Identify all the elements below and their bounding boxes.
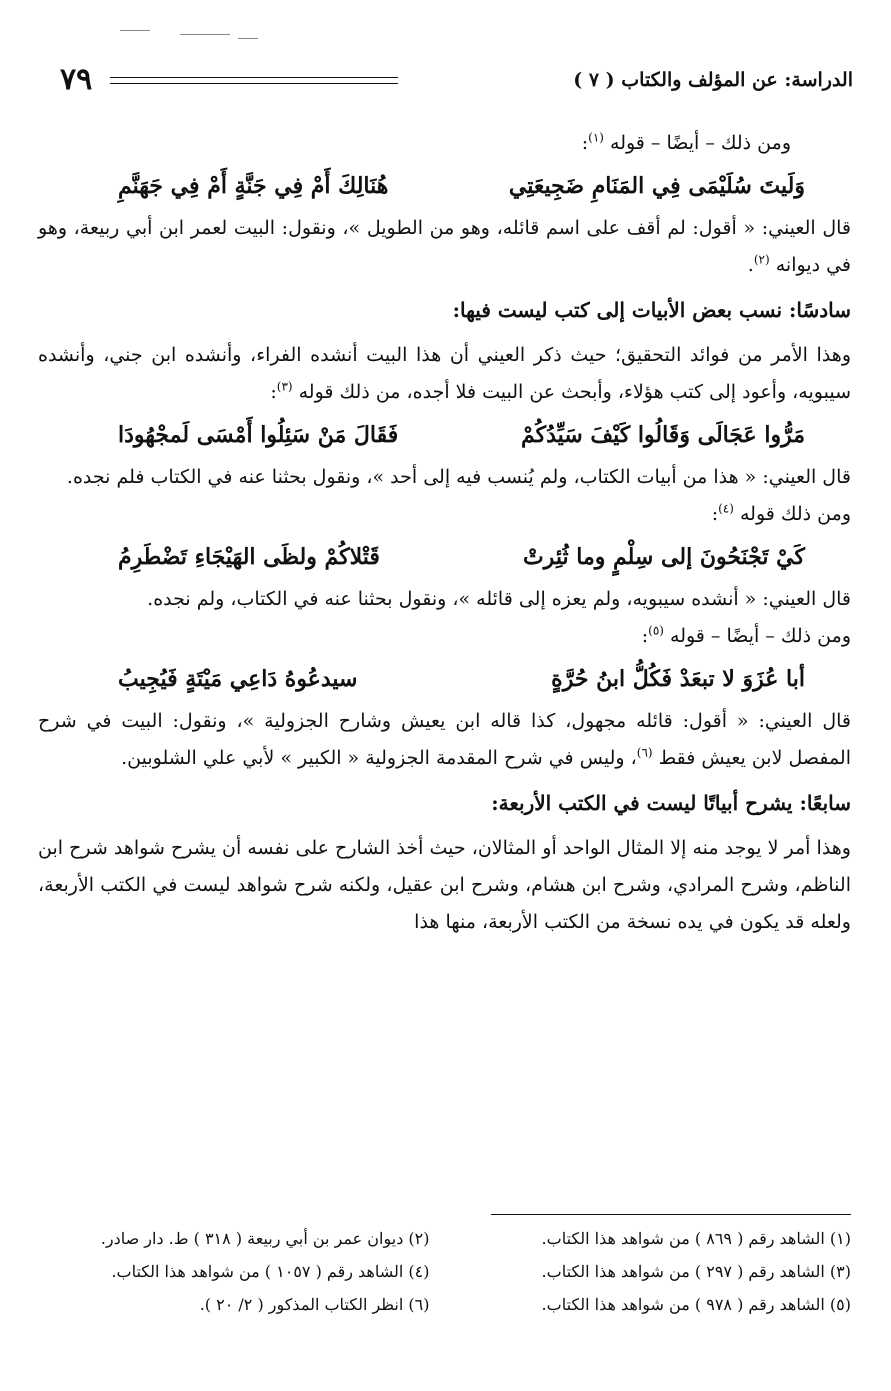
punctuation: : [270, 381, 277, 403]
footnote-ref: (٥) [648, 623, 664, 638]
verse-second-hemistich: هُنَالِكَ أَمْ فِي جَنَّةٍ أَمْ فِي جَهَنَّمِ [118, 173, 389, 199]
verse-first-hemistich: مَرُّوا عَجَالَى وَقَالُوا كَيْفَ سَيِّدُكُمْ [520, 422, 805, 448]
verse-intro [38, 618, 851, 655]
footnote-ref: (٦) [636, 745, 653, 760]
verse-first-hemistich: أبا عُزَوَ لا تبعَدْ فَكُلُّ ابنُ حُرَّةٍ [551, 666, 805, 692]
paragraph-text: ، وليس في شرح المقدمة الجزولية « الكبير » لأبي علي الشلوبين. [121, 747, 637, 769]
section-heading: سابعًا: يشرح أبياتًا ليست في الكتب الأربعة: [491, 791, 851, 815]
scan-artifact [120, 22, 260, 42]
paragraph [38, 210, 851, 284]
footnote: (١) الشاهد رقم ( ٨٦٩ ) من شواهد هذا الكتاب. [541, 1229, 851, 1248]
verse-second-hemistich: قَتْلاكُمْ ولظَى الهَيْجَاءِ تَضْطَرِمُ [118, 544, 380, 570]
paragraph [38, 703, 851, 777]
poetry-verse [38, 655, 851, 703]
footnote: (٣) الشاهد رقم ( ٢٩٧ ) من شواهد هذا الكتاب. [541, 1262, 851, 1281]
footnote-ref: (٢) [753, 252, 770, 267]
verse-intro-text: ومن ذلك – أيضًا – قوله [670, 625, 851, 647]
punctuation: . [747, 254, 754, 276]
footnote: (٢) ديوان عمر بن أبي ربيعة ( ٣١٨ ) ط. دار صادر. [100, 1229, 430, 1248]
page-number: ٧٩ [60, 62, 93, 97]
running-title: الدراسة: عن المؤلف والكتاب ( ٧ ) [573, 69, 853, 91]
paragraph-text: قال العيني: « أقول: لم أقف على اسم قائله، وهو من الطويل »، ونقول: البيت لعمر ابن أبي ربيعة، وهو في ديوانه [38, 217, 851, 276]
paragraph [38, 337, 851, 411]
poetry-verse [38, 162, 851, 210]
verse-intro-text: ومن ذلك – أيضًا – قوله [610, 132, 791, 154]
punctuation: : [711, 503, 719, 525]
paragraph: قال العيني: « أنشده سيبويه، ولم يعزه إلى قائله »، ونقول بحثنا عنه في الكتاب، ولم نجده. [147, 588, 851, 610]
verse-first-hemistich: كَيْ تَجْنَحُونَ إلى سِلْمٍ وما ثُئِرتْ [522, 544, 805, 570]
paragraph-text: قال العيني: « أقول: قائله مجهول، كذا قاله ابن يعيش وشارح الجزولية »، ونقول: البيت في شرح المفصل لابن يعيش فقط [38, 710, 851, 769]
footnotes [38, 1222, 851, 1321]
footnote-separator [491, 1214, 851, 1215]
footnote-ref: (٣) [276, 379, 293, 394]
paragraph-text: وهذا الأمر من فوائد التحقيق؛ حيث ذكر العيني أن هذا البيت أنشده الفراء، وأنشده ابن جني، وأنشده سيبويه، وأعود إلى كتب هؤلاء، وأبحث عن البيت فلا أجده، من ذلك قوله [38, 344, 851, 403]
paragraph: قال العيني: « هذا من أبيات الكتاب، ولم يُنسب فيه إلى أحد »، ونقول بحثنا عنه في الكتاب فلم نجده. [66, 466, 851, 488]
punctuation: : [641, 625, 649, 647]
footnote: (٥) الشاهد رقم ( ٩٧٨ ) من شواهد هذا الكتاب. [541, 1295, 851, 1314]
page-header [60, 60, 853, 100]
footnote-ref: (٤) [718, 501, 734, 516]
punctuation: : [581, 132, 589, 154]
verse-intro [38, 125, 851, 162]
poetry-verse [38, 411, 851, 459]
poetry-verse [38, 533, 851, 581]
verse-intro [38, 496, 851, 533]
verse-intro-text: ومن ذلك قوله [739, 503, 851, 525]
header-rule [110, 77, 398, 84]
verse-second-hemistich: فَقَالَ مَنْ سَئِلُوا أَمْسَى لَمجْهُودَا [118, 422, 399, 448]
footnote: (٦) انظر الكتاب المذكور ( ٢/ ٢٠ ). [199, 1295, 430, 1314]
verse-second-hemistich: سيدعُوهُ دَاعِي مَيْتَةٍ فَيُجِيبُ [118, 666, 358, 692]
page-body [38, 125, 851, 941]
section-heading: سادسًا: نسب بعض الأبيات إلى كتب ليست فيها: [452, 298, 851, 322]
verse-first-hemistich: وَلَيتَ سُلَيْمَى فِي المَنَامِ ضَجِيعَتِي [508, 173, 805, 199]
paragraph: وهذا أمر لا يوجد منه إلا المثال الواحد أو المثالان، حيث أخذ الشارح على نفسه أن يشرح شواهد شرح ابن الناظم، وشرح المرادي، وشرح ابن هشام، وشرح ابن عقيل، ولكنه شرح شواهد ليست في الكتب الأربعة، ولعله قد يكون في يده نسخة من الكتب الأربعة، منها هذا [38, 837, 851, 933]
footnote-ref: (١) [588, 130, 604, 145]
footnote: (٤) الشاهد رقم ( ١٠٥٧ ) من شواهد هذا الكتاب. [111, 1262, 430, 1281]
